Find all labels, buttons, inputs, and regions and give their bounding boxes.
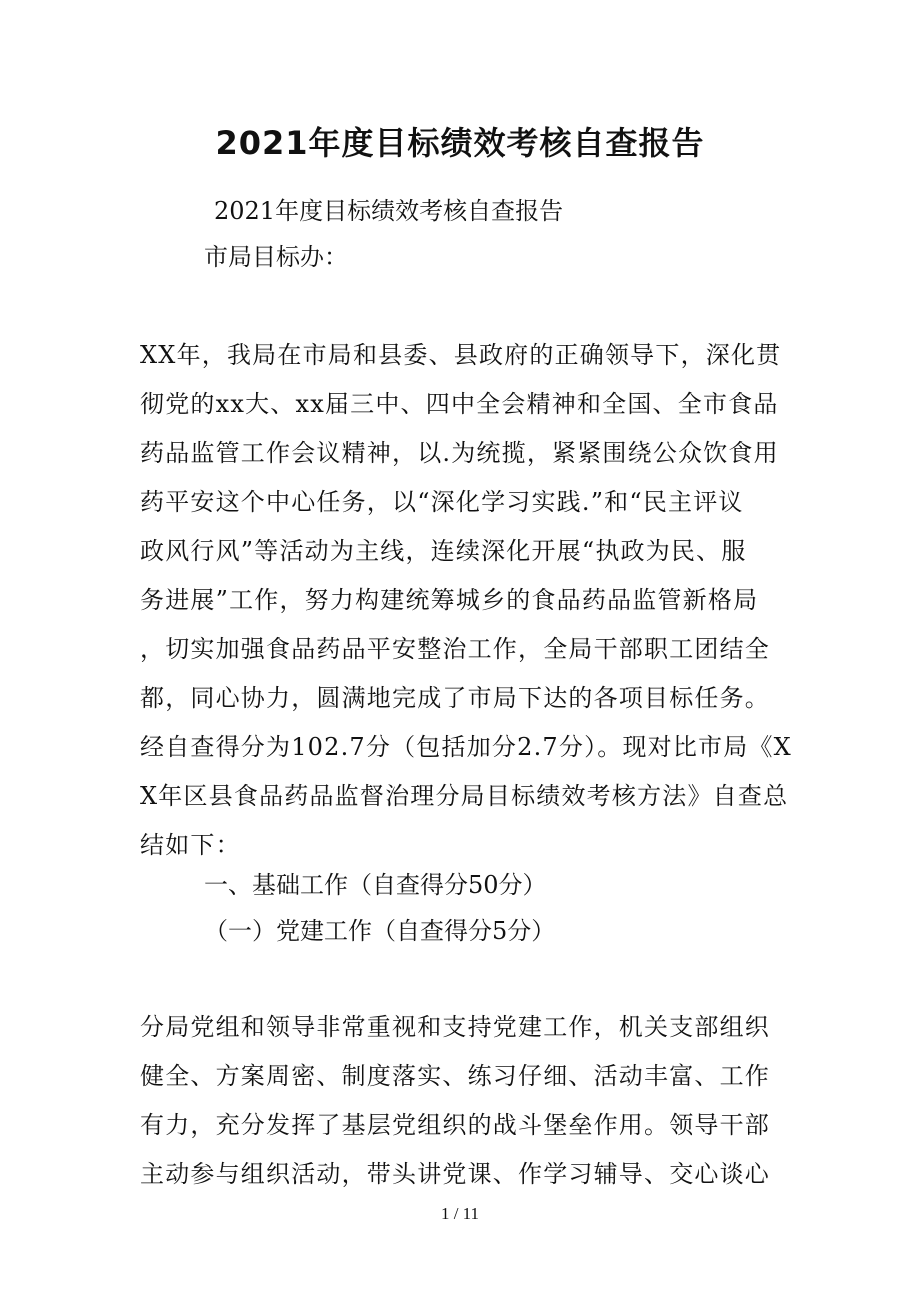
document-title: 2021年度目标绩效考核自查报告 bbox=[215, 124, 705, 162]
paragraph-line: 都，同心协力，圆满地完成了市局下达的各项目标任务。 bbox=[140, 684, 770, 712]
page-number: 1 / 11 bbox=[440, 1204, 480, 1223]
paragraph-line: 政风行风”等活动为主线，连续深化开展“执政为民、服 bbox=[140, 537, 747, 565]
section-heading-basic-work: 一、基础工作（自查得分50分） bbox=[204, 871, 547, 899]
paragraph-line: 药平安这个中心任务，以“深化学习实践.”和“民主评议 bbox=[140, 488, 744, 516]
salutation: 市局目标办： bbox=[204, 243, 348, 271]
paragraph-1 bbox=[140, 331, 792, 870]
paragraph-line: ，切实加强食品药品平安整治工作，全局干部职工团结全 bbox=[140, 635, 770, 663]
document-subtitle: 2021年度目标绩效考核自查报告 bbox=[214, 197, 564, 225]
paragraph-line: 药品监管工作会议精神，以.为统揽，紧紧围绕公众饮食用 bbox=[140, 439, 779, 467]
paragraph-line: 务进展”工作，努力构建统筹城乡的食品药品监管新格局 bbox=[140, 586, 759, 614]
paragraph-line: 健全、方案周密、制度落实、练习仔细、活动丰富、工作 bbox=[140, 1062, 770, 1090]
paragraph-line: 有力，充分发挥了基层党组织的战斗堡垒作用。领导干部 bbox=[140, 1111, 770, 1139]
paragraph-line: X年区县食品药品监督治理分局目标绩效考核方法》自查总 bbox=[140, 782, 789, 810]
paragraph-line: 经自查得分为102.7分（包括加分2.7分）。现对比市局《X bbox=[140, 733, 792, 761]
subsection-heading-party-building: （一）党建工作（自查得分5分） bbox=[204, 917, 556, 945]
paragraph-line: 主动参与组织活动，带头讲党课、作学习辅导、交心谈心 bbox=[140, 1160, 770, 1188]
paragraph-line: XX年，我局在市局和县委、县政府的正确领导下，深化贯 bbox=[140, 341, 782, 369]
paragraph-line: 分局党组和领导非常重视和支持党建工作，机关支部组织 bbox=[140, 1013, 770, 1041]
paragraph-line: 彻党的xx大、xx届三中、四中全会精神和全国、全市食品 bbox=[140, 390, 779, 418]
paragraph-line: 结如下： bbox=[140, 831, 241, 859]
paragraph-2 bbox=[140, 1003, 780, 1199]
